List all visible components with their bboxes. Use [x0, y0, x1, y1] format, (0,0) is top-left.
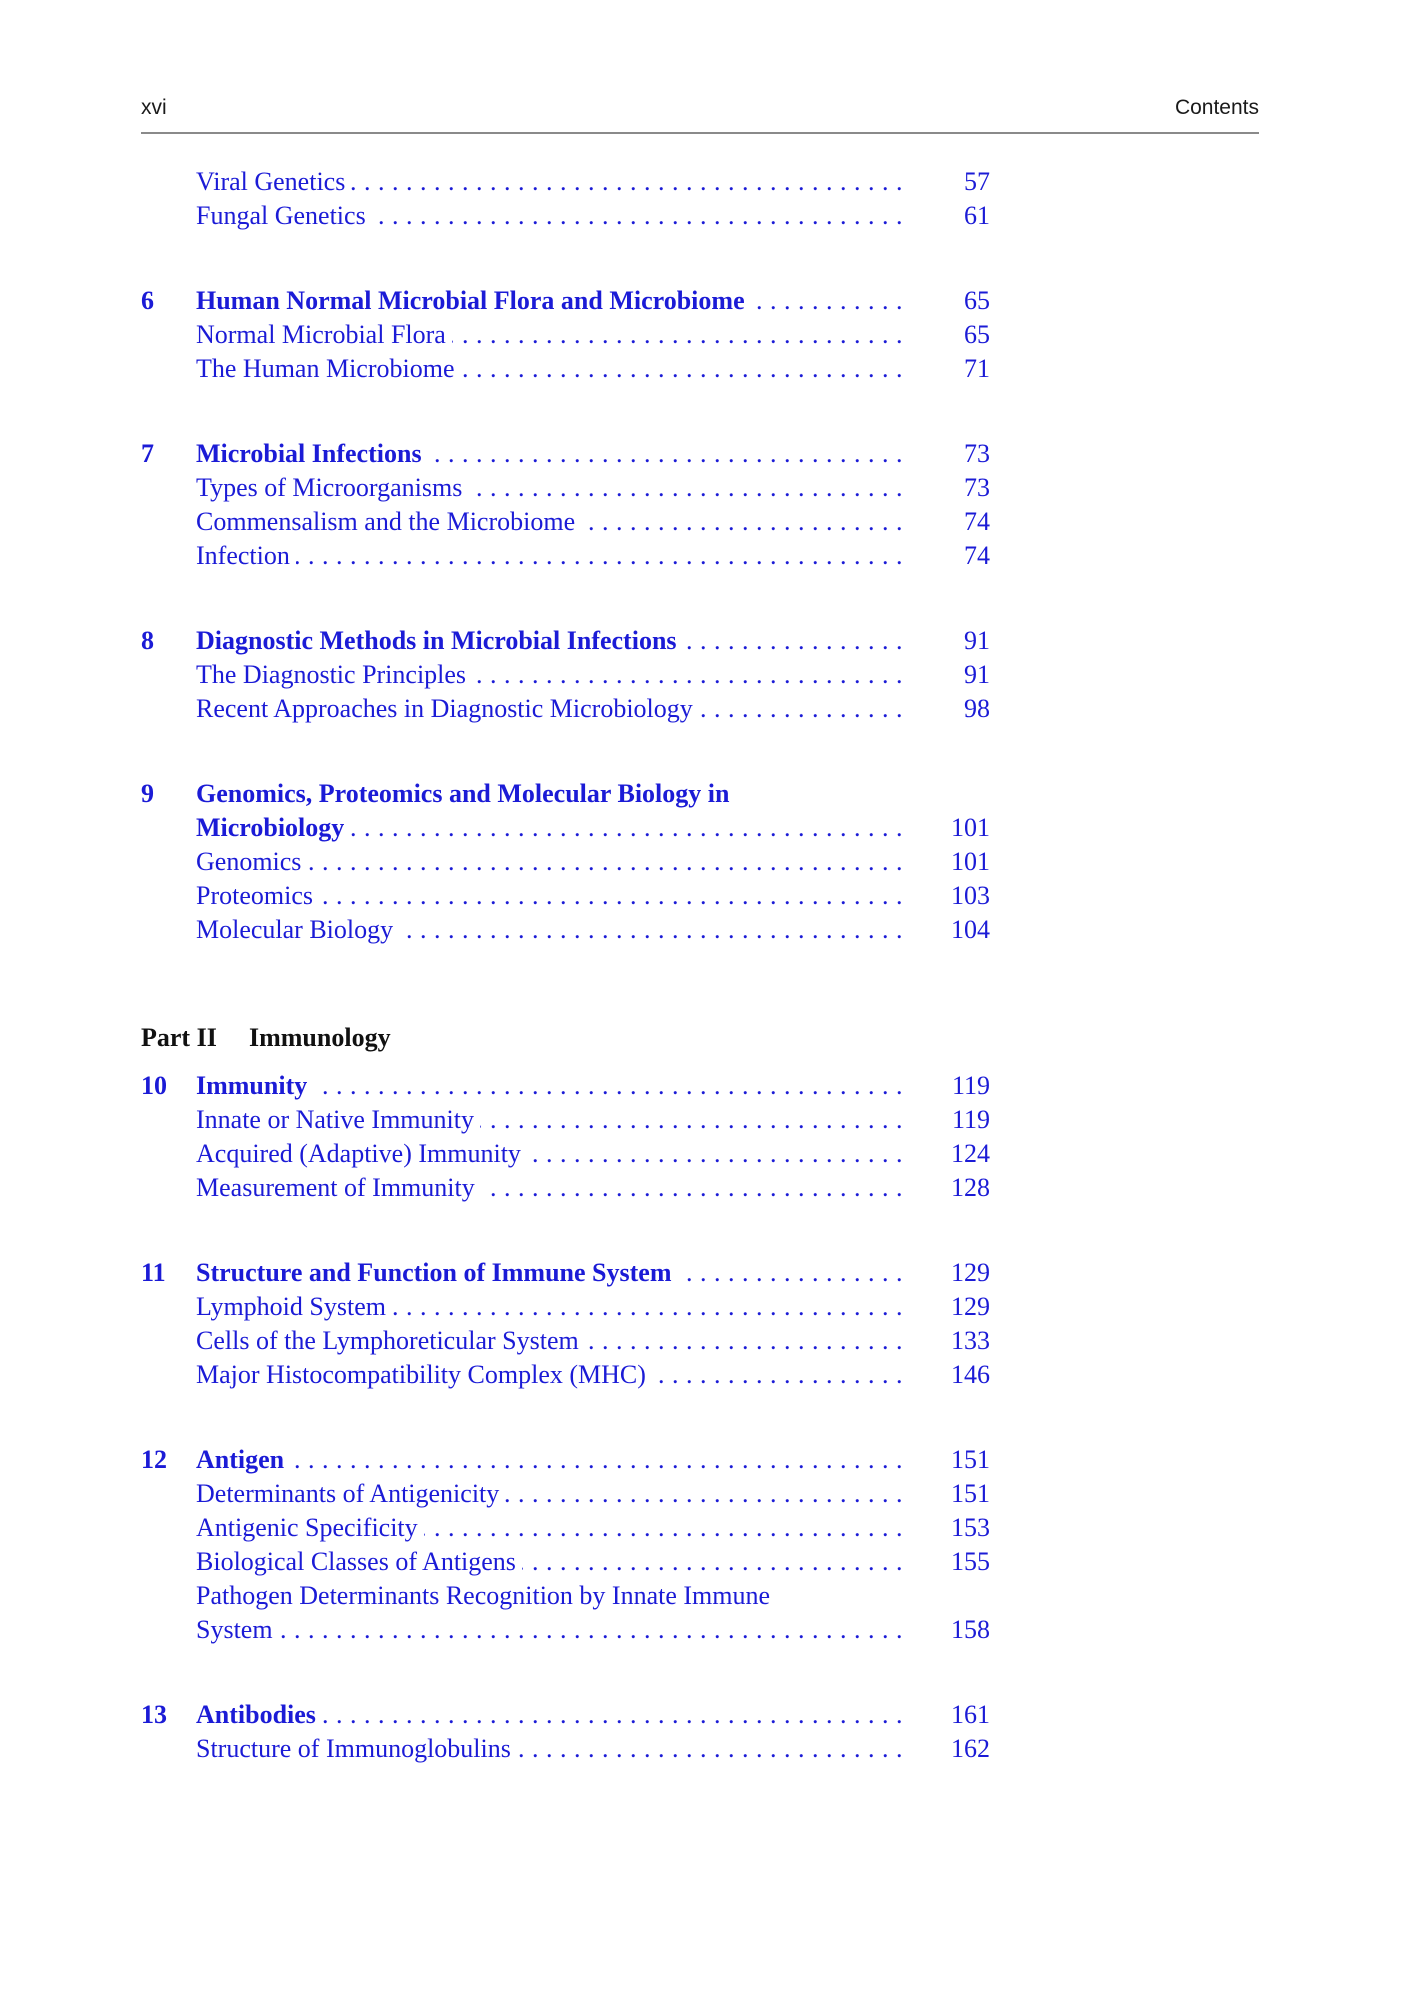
- entry-leader: [196, 913, 910, 947]
- part-title: Immunology: [249, 1023, 391, 1052]
- entry-leader: [196, 1103, 910, 1137]
- entry-leader: [196, 165, 910, 199]
- toc-entry[interactable]: [0, 539, 1402, 573]
- toc-entry[interactable]: [0, 1511, 1402, 1545]
- toc-chapter-entry[interactable]: [0, 624, 1402, 658]
- toc-entry[interactable]: [0, 1477, 1402, 1511]
- entry-leader: [196, 692, 910, 726]
- chapter-number: 7: [141, 439, 154, 468]
- page-reference[interactable]: 133: [951, 1326, 990, 1355]
- header-rule: [141, 132, 1259, 134]
- section-title[interactable]: Innate or Native Immunity: [196, 1105, 480, 1134]
- chapter-title[interactable]: Structure and Function of Immune System: [196, 1258, 677, 1287]
- section-title[interactable]: Structure of Immunoglobulins: [196, 1734, 517, 1763]
- section-title[interactable]: Commensalism and the Microbiome: [196, 507, 581, 536]
- entry-leader: [196, 879, 910, 913]
- toc-entry[interactable]: [0, 811, 1402, 845]
- page-reference[interactable]: 129: [951, 1258, 990, 1287]
- page-reference[interactable]: 74: [964, 541, 990, 570]
- toc-entry[interactable]: [0, 1732, 1402, 1766]
- chapter-number: 9: [141, 779, 154, 808]
- entry-leader: [196, 437, 910, 471]
- page-reference[interactable]: 104: [951, 915, 990, 944]
- section-title[interactable]: The Human Microbiome: [196, 354, 461, 383]
- chapter-title[interactable]: Human Normal Microbial Flora and Microbiome: [196, 286, 751, 315]
- page-reference[interactable]: 74: [964, 507, 990, 536]
- section-title[interactable]: Fungal Genetics: [196, 201, 372, 230]
- entry-leader: [196, 1732, 910, 1766]
- toc-entry[interactable]: [0, 845, 1402, 879]
- toc-entry[interactable]: [0, 471, 1402, 505]
- section-title[interactable]: Major Histocompatibility Complex (MHC): [196, 1360, 652, 1389]
- page-reference[interactable]: 155: [951, 1547, 990, 1576]
- toc-entry[interactable]: [0, 1171, 1402, 1205]
- section-title[interactable]: Recent Approaches in Diagnostic Microbiology: [196, 694, 699, 723]
- entry-leader: [196, 1137, 910, 1171]
- chapter-number: 11: [141, 1258, 166, 1287]
- entry-leader: [196, 1477, 910, 1511]
- section-title[interactable]: Acquired (Adaptive) Immunity: [196, 1139, 527, 1168]
- section-title[interactable]: Pathogen Determinants Recognition by Innate Immune: [196, 1581, 776, 1610]
- part-heading: [141, 1020, 391, 1056]
- page-reference[interactable]: 146: [951, 1360, 990, 1389]
- entry-leader: [196, 1324, 910, 1358]
- entry-leader: [196, 539, 910, 573]
- toc-entry[interactable]: [0, 913, 1402, 947]
- page-reference[interactable]: 101: [951, 813, 990, 842]
- page-reference[interactable]: 73: [964, 439, 990, 468]
- page-reference[interactable]: 119: [951, 1105, 990, 1134]
- page-reference[interactable]: 57: [964, 167, 990, 196]
- section-title[interactable]: Types of Microorganisms: [196, 473, 468, 502]
- page-reference[interactable]: 71: [964, 354, 990, 383]
- entry-leader: [196, 624, 910, 658]
- page-reference[interactable]: 128: [951, 1173, 990, 1202]
- page-reference[interactable]: 61: [964, 201, 990, 230]
- page-reference[interactable]: 73: [964, 473, 990, 502]
- running-head-title: Contents: [1174, 96, 1259, 119]
- section-title[interactable]: Biological Classes of Antigens: [196, 1547, 522, 1576]
- chapter-number: 12: [141, 1445, 167, 1474]
- toc-entry[interactable]: [0, 658, 1402, 692]
- toc-chapter-entry[interactable]: [0, 437, 1402, 471]
- running-head: [141, 96, 1259, 126]
- section-title[interactable]: Genomics: [196, 847, 307, 876]
- toc-chapter-entry[interactable]: [0, 1069, 1402, 1103]
- toc-entry[interactable]: [0, 165, 1402, 199]
- toc-chapter-entry[interactable]: [0, 284, 1402, 318]
- toc-entry[interactable]: [0, 352, 1402, 386]
- entry-leader: [196, 1545, 910, 1579]
- entry-leader: [196, 811, 910, 845]
- toc-entry[interactable]: [0, 1579, 1402, 1613]
- chapter-title[interactable]: Microbial Infections: [196, 439, 428, 468]
- section-title[interactable]: System: [196, 1615, 279, 1644]
- entry-leader: [196, 1511, 910, 1545]
- chapter-number: 10: [141, 1071, 167, 1100]
- toc-entry[interactable]: [0, 1613, 1402, 1647]
- toc-entry[interactable]: [0, 1290, 1402, 1324]
- entry-leader: [196, 352, 910, 386]
- toc-entry[interactable]: [0, 1358, 1402, 1392]
- toc-entry[interactable]: [0, 1137, 1402, 1171]
- section-title[interactable]: Normal Microbial Flora: [196, 320, 452, 349]
- entry-leader: [196, 1579, 910, 1613]
- section-title[interactable]: Infection: [196, 541, 296, 570]
- entry-leader: [196, 1358, 910, 1392]
- page-reference[interactable]: 129: [951, 1292, 990, 1321]
- toc-entry[interactable]: [0, 318, 1402, 352]
- section-title[interactable]: Cells of the Lymphoreticular System: [196, 1326, 585, 1355]
- toc-chapter-entry[interactable]: [0, 1698, 1402, 1732]
- chapter-title[interactable]: Antigen: [196, 1445, 290, 1474]
- entry-leader: [196, 777, 910, 811]
- toc-chapter-entry[interactable]: [0, 1443, 1402, 1477]
- page-reference[interactable]: 91: [964, 626, 990, 655]
- entry-leader: [196, 1443, 910, 1477]
- chapter-number: 8: [141, 626, 154, 655]
- section-title[interactable]: Determinants of Antigenicity: [196, 1479, 505, 1508]
- entry-leader: [196, 1613, 910, 1647]
- entry-leader: [196, 1171, 910, 1205]
- toc-entry[interactable]: [0, 1103, 1402, 1137]
- page-reference[interactable]: 151: [951, 1479, 990, 1508]
- page-reference[interactable]: 103: [951, 881, 990, 910]
- page-reference[interactable]: 65: [964, 320, 990, 349]
- entry-leader: [196, 199, 910, 233]
- page-reference[interactable]: 119: [951, 1071, 990, 1100]
- page-reference[interactable]: 158: [951, 1615, 990, 1644]
- entry-leader: [196, 1069, 910, 1103]
- chapter-title[interactable]: Diagnostic Methods in Microbial Infections: [196, 626, 683, 655]
- chapter-title[interactable]: Genomics, Proteomics and Molecular Biology in: [196, 779, 735, 808]
- page-reference[interactable]: 101: [951, 847, 990, 876]
- toc-entry[interactable]: [0, 692, 1402, 726]
- entry-leader: [196, 284, 910, 318]
- entry-leader: [196, 1290, 910, 1324]
- page-reference[interactable]: 162: [951, 1734, 990, 1763]
- section-title[interactable]: Molecular Biology: [196, 915, 399, 944]
- toc-entry[interactable]: [0, 199, 1402, 233]
- section-title[interactable]: Lymphoid System: [196, 1292, 392, 1321]
- entry-leader: [196, 1256, 910, 1290]
- toc-entry[interactable]: [0, 505, 1402, 539]
- page-reference[interactable]: 124: [951, 1139, 990, 1168]
- section-title[interactable]: The Diagnostic Principles: [196, 660, 472, 689]
- entry-leader: [196, 658, 910, 692]
- page-reference[interactable]: 98: [964, 694, 990, 723]
- entry-leader: [196, 505, 910, 539]
- toc-entry[interactable]: [0, 1545, 1402, 1579]
- entry-leader: [196, 471, 910, 505]
- page-reference[interactable]: 161: [951, 1700, 990, 1729]
- chapter-title[interactable]: Antibodies: [196, 1700, 322, 1729]
- part-label: Part II: [141, 1023, 217, 1052]
- chapter-number: 6: [141, 286, 154, 315]
- entry-leader: [196, 845, 910, 879]
- toc-entry[interactable]: [0, 879, 1402, 913]
- page-reference[interactable]: 91: [964, 660, 990, 689]
- section-title[interactable]: Measurement of Immunity: [196, 1173, 481, 1202]
- page-reference[interactable]: 151: [951, 1445, 990, 1474]
- entry-leader: [196, 318, 910, 352]
- section-title[interactable]: Viral Genetics: [196, 167, 351, 196]
- page-reference[interactable]: 153: [951, 1513, 990, 1542]
- entry-leader: [196, 1698, 910, 1732]
- toc-entry[interactable]: [0, 1324, 1402, 1358]
- toc-chapter-entry[interactable]: [0, 1256, 1402, 1290]
- section-title[interactable]: Antigenic Specificity: [196, 1513, 424, 1542]
- page-reference[interactable]: 65: [964, 286, 990, 315]
- page-number: xvi: [141, 96, 167, 119]
- toc-chapter-entry[interactable]: [0, 777, 1402, 811]
- chapter-number: 13: [141, 1700, 167, 1729]
- chapter-title[interactable]: Immunity: [196, 1071, 313, 1100]
- section-title[interactable]: Proteomics: [196, 881, 319, 910]
- chapter-title[interactable]: Microbiology: [196, 813, 350, 842]
